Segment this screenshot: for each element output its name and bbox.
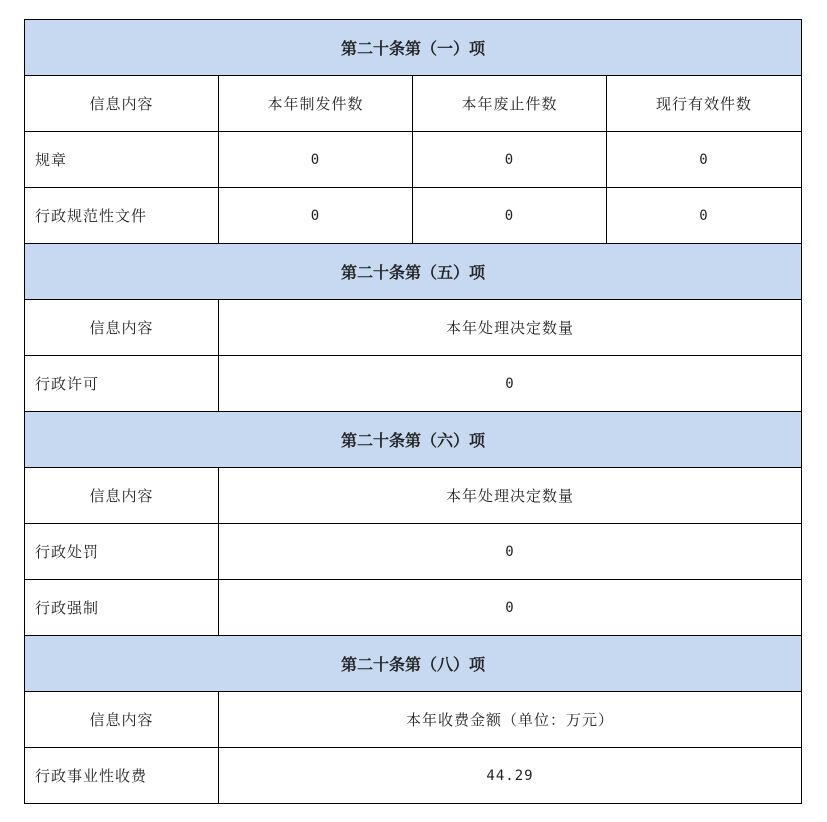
column-header: 本年废止件数	[413, 76, 607, 132]
column-header-row	[25, 692, 802, 748]
cell-value: 0	[219, 356, 802, 412]
row-label: 行政强制	[25, 580, 219, 636]
disclosure-table	[24, 19, 802, 804]
column-header: 信息内容	[25, 692, 219, 748]
section-header-4	[25, 636, 802, 692]
table-row	[25, 524, 802, 580]
section-title: 第二十条第（六）项	[25, 412, 802, 468]
column-header: 信息内容	[25, 300, 219, 356]
row-label: 规章	[25, 132, 219, 188]
cell-value: 0	[607, 132, 802, 188]
row-label: 行政事业性收费	[25, 748, 219, 804]
column-header: 信息内容	[25, 468, 219, 524]
section-header-2	[25, 244, 802, 300]
section-title: 第二十条第（五）项	[25, 244, 802, 300]
section-header-1	[25, 20, 802, 76]
row-label: 行政规范性文件	[25, 188, 219, 244]
cell-value: 0	[413, 188, 607, 244]
cell-value: 0	[219, 188, 413, 244]
cell-value: 0	[219, 132, 413, 188]
column-header: 现行有效件数	[607, 76, 802, 132]
table-row	[25, 188, 802, 244]
table-row	[25, 356, 802, 412]
table-row	[25, 580, 802, 636]
row-label: 行政许可	[25, 356, 219, 412]
section-header-3	[25, 412, 802, 468]
column-header-row	[25, 76, 802, 132]
column-header: 本年处理决定数量	[219, 468, 802, 524]
section-title: 第二十条第（八）项	[25, 636, 802, 692]
cell-value: 0	[607, 188, 802, 244]
cell-value: 44.29	[219, 748, 802, 804]
column-header: 本年制发件数	[219, 76, 413, 132]
section-title: 第二十条第（一）项	[25, 20, 802, 76]
cell-value: 0	[219, 580, 802, 636]
column-header-row	[25, 468, 802, 524]
column-header: 信息内容	[25, 76, 219, 132]
column-header: 本年收费金额（单位：万元）	[219, 692, 802, 748]
cell-value: 0	[413, 132, 607, 188]
column-header: 本年处理决定数量	[219, 300, 802, 356]
table-row	[25, 132, 802, 188]
table-row	[25, 748, 802, 804]
cell-value: 0	[219, 524, 802, 580]
row-label: 行政处罚	[25, 524, 219, 580]
column-header-row	[25, 300, 802, 356]
